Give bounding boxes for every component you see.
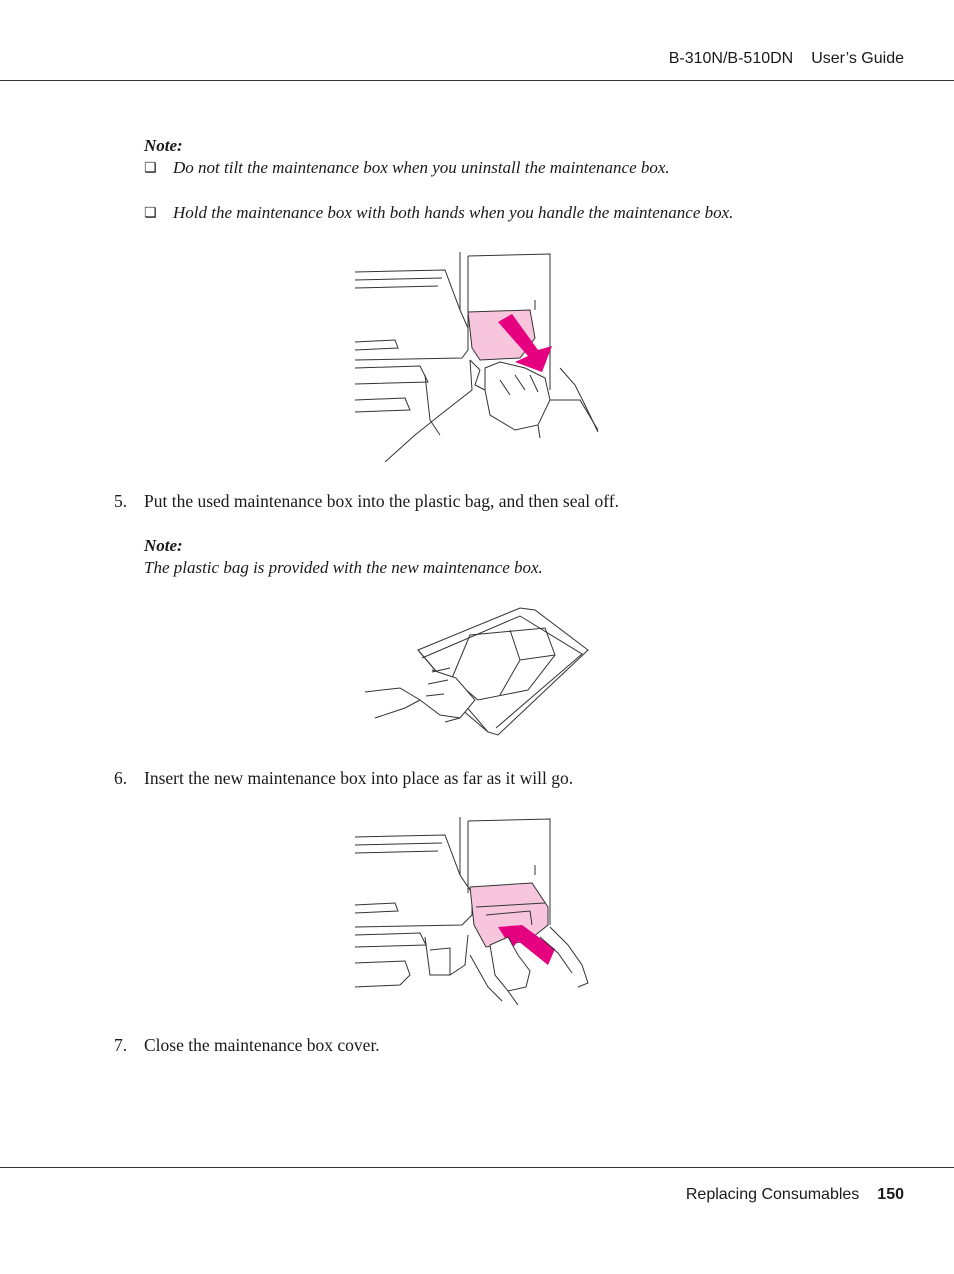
checkbox-bullet-icon: ❏	[144, 205, 157, 221]
step-text: Close the maintenance box cover.	[144, 1035, 380, 1055]
step-text: Insert the new maintenance box into place as far as it will go.	[144, 768, 574, 788]
header-rule	[0, 80, 954, 81]
step-number: 6.	[114, 768, 128, 788]
footer-rule	[0, 1167, 954, 1168]
footer-section: Replacing Consumables	[685, 1186, 860, 1203]
note-title: Note:	[144, 536, 183, 555]
page-number: 150	[877, 1186, 904, 1203]
note-bullet-text: Hold the maintenance box with both hands when you handle the maintenance box.	[173, 203, 734, 222]
remove-maintenance-box-illustration	[350, 250, 610, 462]
plastic-bag-illustration	[360, 600, 600, 740]
header-guide-title: User’s Guide	[811, 50, 904, 67]
running-header	[669, 50, 904, 68]
note-bullet-text: Do not tilt the maintenance box when you uninstall the maintenance box.	[173, 158, 670, 177]
header-model: B-310N/B-510DN	[668, 50, 794, 67]
note-title: Note:	[144, 136, 183, 155]
insert-maintenance-box-illustration	[350, 815, 600, 1005]
note-text: The plastic bag is provided with the new maintenance box.	[144, 558, 543, 577]
checkbox-bullet-icon: ❏	[144, 160, 157, 176]
step-number: 5.	[114, 491, 128, 511]
step-text: Put the used maintenance box into the plastic bag, and then seal off.	[144, 491, 619, 511]
running-footer	[686, 1186, 904, 1204]
step-number: 7.	[114, 1035, 128, 1055]
